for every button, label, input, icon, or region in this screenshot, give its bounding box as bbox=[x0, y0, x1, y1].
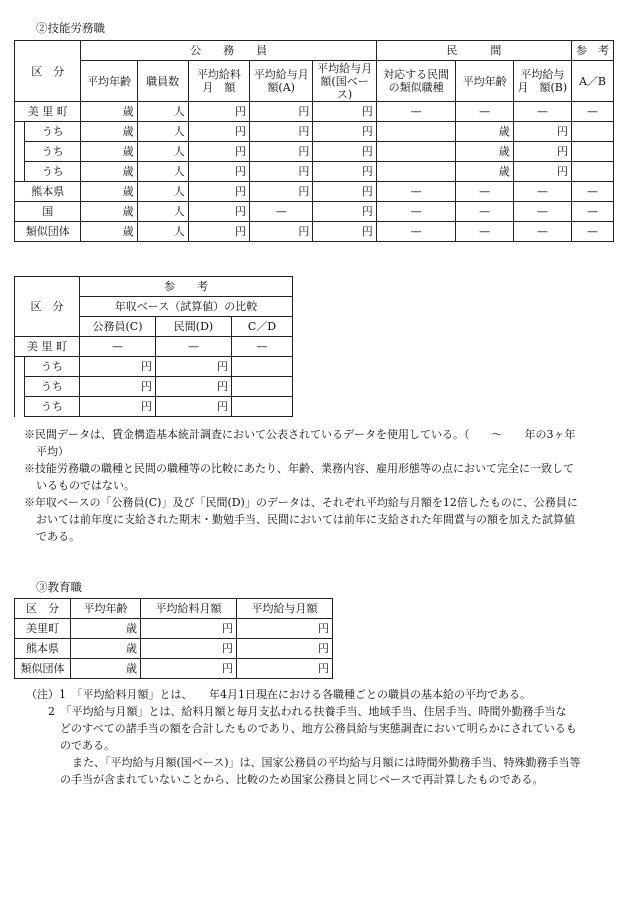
table-cell: 歳 bbox=[456, 122, 513, 142]
indent-cell bbox=[15, 122, 25, 142]
header-minkan: 民 間 bbox=[376, 41, 571, 61]
table-cell: 円 bbox=[250, 182, 313, 202]
row-label: うち bbox=[25, 122, 81, 142]
table-ginou-roumu bbox=[14, 40, 614, 242]
table-cell: 円 bbox=[313, 202, 376, 222]
header-kubun: 区 分 bbox=[15, 277, 80, 337]
table-cell bbox=[232, 397, 293, 417]
table-cell bbox=[572, 162, 614, 182]
table-cell bbox=[376, 162, 456, 182]
row-label: うち bbox=[25, 377, 80, 397]
table-cell: 円 bbox=[80, 377, 156, 397]
row-label: うち bbox=[25, 142, 81, 162]
table-cell bbox=[572, 142, 614, 162]
table-cell bbox=[232, 357, 293, 377]
table-row bbox=[15, 337, 293, 357]
col-header: 平均年齢 bbox=[456, 61, 513, 102]
table-cell: 円 bbox=[313, 162, 376, 182]
col-header: 民間(D) bbox=[156, 317, 232, 337]
col-header: A／B bbox=[572, 61, 614, 102]
table-cell: — bbox=[456, 182, 513, 202]
table-row bbox=[15, 397, 293, 417]
col-header: C／D bbox=[232, 317, 293, 337]
indent-cell bbox=[15, 357, 25, 377]
table-cell: 歳 bbox=[71, 619, 141, 639]
row-label: 美 里 町 bbox=[15, 337, 80, 357]
col-header: 平均給与月額 bbox=[237, 599, 333, 619]
table-cell: 円 bbox=[188, 102, 249, 122]
table-cell: 円 bbox=[513, 122, 571, 142]
table-cell bbox=[376, 142, 456, 162]
table-cell: — bbox=[376, 202, 456, 222]
col-header: 平均年齢 bbox=[81, 61, 137, 102]
table-cell: — bbox=[513, 102, 571, 122]
table-row bbox=[15, 202, 614, 222]
col-header: 平均給料月 額 bbox=[188, 61, 249, 102]
indent-cell bbox=[15, 142, 25, 162]
table-cell: — bbox=[572, 222, 614, 242]
footnotes-block bbox=[26, 686, 620, 788]
footnote-line: どのすべての諸手当の額を合計したものであり、地方公務員給与実態調査において明らかにされているも bbox=[60, 722, 577, 735]
table-nenshu-hikaku bbox=[14, 276, 293, 417]
table-cell: 円 bbox=[250, 142, 313, 162]
table-cell: — bbox=[376, 222, 456, 242]
table-row bbox=[15, 122, 614, 142]
note-line: ※技能労務職の職種と民間の職種等の比較にあたり、年齢、業務内容、雇用形態等の点において完全に一致して bbox=[24, 462, 574, 475]
table-cell: 円 bbox=[250, 102, 313, 122]
footnote-line: 2 「平均給与月額」とは、給料月額と毎月支払われる扶養手当、地域手当、住居手当、時間外勤務手当な bbox=[48, 705, 567, 718]
table-cell: 歳 bbox=[81, 142, 137, 162]
table-cell bbox=[376, 122, 456, 142]
col-header: 平均給料月額 bbox=[141, 599, 237, 619]
table-cell: 円 bbox=[80, 357, 156, 377]
note-line: ※民間データは、賃金構造基本統計調査において公表されているデータを使用している。（ 〜 年の3ヶ年 bbox=[24, 428, 576, 441]
table-row bbox=[15, 222, 614, 242]
table-cell: 円 bbox=[156, 377, 232, 397]
row-label: 類似団体 bbox=[15, 222, 81, 242]
table-row bbox=[15, 162, 614, 182]
header-sankou: 参 考 bbox=[572, 41, 614, 61]
table-cell: 円 bbox=[80, 397, 156, 417]
row-label: 熊本県 bbox=[15, 182, 81, 202]
table-cell: 円 bbox=[188, 162, 249, 182]
header-sankou: 参 考 bbox=[80, 277, 293, 297]
table-cell: 人 bbox=[137, 162, 188, 182]
col-header: 平均給与月 額(B) bbox=[513, 61, 571, 102]
table-row bbox=[15, 639, 333, 659]
col-header: 平均給与月 額(A) bbox=[250, 61, 313, 102]
table-cell: 円 bbox=[313, 182, 376, 202]
table-cell: 円 bbox=[188, 122, 249, 142]
note-line: おいては前年度に支給された期末・勤勉手当、民間においては前年に支給された年間賞与の額を加えた試算値 bbox=[36, 513, 575, 526]
indent-cell bbox=[15, 377, 25, 397]
table-cell: 円 bbox=[141, 659, 237, 679]
table-cell: — bbox=[376, 102, 456, 122]
table-cell: 円 bbox=[513, 142, 571, 162]
table-cell: 歳 bbox=[81, 222, 137, 242]
table-cell: 円 bbox=[313, 122, 376, 142]
section-title-kyouiku: ③教育職 bbox=[36, 580, 82, 594]
table-cell: 歳 bbox=[456, 162, 513, 182]
table-cell: 人 bbox=[137, 182, 188, 202]
table-row bbox=[15, 619, 333, 639]
col-header: 公務員(C) bbox=[80, 317, 156, 337]
table-cell: 円 bbox=[188, 202, 249, 222]
table-cell: 円 bbox=[513, 162, 571, 182]
footnote-line: また、「平均給与月額(国ベース)」は、国家公務員の平均給与月額には時間外勤務手当、特殊勤務手当等 bbox=[72, 756, 581, 769]
table-cell: — bbox=[376, 182, 456, 202]
row-label: うち bbox=[25, 162, 81, 182]
table-cell bbox=[572, 122, 614, 142]
table-cell: 円 bbox=[237, 619, 333, 639]
table-cell: 歳 bbox=[81, 162, 137, 182]
table-cell: — bbox=[513, 222, 571, 242]
table-row bbox=[15, 182, 614, 202]
indent-cell bbox=[15, 397, 25, 417]
table-cell: 円 bbox=[313, 142, 376, 162]
table-cell: 歳 bbox=[71, 639, 141, 659]
col-header: 対応する民間の類似職種 bbox=[376, 61, 456, 102]
table-cell: 円 bbox=[188, 222, 249, 242]
table-cell: — bbox=[513, 202, 571, 222]
table-cell: 円 bbox=[141, 619, 237, 639]
table-cell: 歳 bbox=[81, 122, 137, 142]
col-header: 職員数 bbox=[137, 61, 188, 102]
table-row bbox=[15, 377, 293, 397]
header-hikaku: 年収ベース（試算値）の比較 bbox=[80, 297, 293, 317]
table-cell: 歳 bbox=[81, 182, 137, 202]
table-cell: — bbox=[80, 337, 156, 357]
indent-cell bbox=[15, 162, 25, 182]
footnote-line: の手当が含まれていないことから、比較のため国家公務員と同じベースで再計算したものである。 bbox=[60, 773, 544, 786]
table-cell: 歳 bbox=[456, 142, 513, 162]
table-cell: 円 bbox=[188, 182, 249, 202]
table-cell: 円 bbox=[250, 162, 313, 182]
table-cell: — bbox=[572, 202, 614, 222]
table-cell bbox=[232, 377, 293, 397]
table-cell: 円 bbox=[313, 222, 376, 242]
table-cell: 歳 bbox=[81, 102, 137, 122]
table-cell: — bbox=[156, 337, 232, 357]
note-line: 平均） bbox=[36, 445, 69, 458]
table-cell: 人 bbox=[137, 222, 188, 242]
notes-block bbox=[24, 426, 620, 545]
table-row bbox=[15, 357, 293, 377]
note-line: いるものではない。 bbox=[36, 479, 135, 492]
section-title-ginou: ②技能労務職 bbox=[36, 21, 105, 35]
table-cell: 円 bbox=[313, 102, 376, 122]
table-cell: — bbox=[250, 202, 313, 222]
row-label: うち bbox=[25, 357, 80, 377]
table-cell: 歳 bbox=[71, 659, 141, 679]
note-line: である。 bbox=[36, 530, 80, 543]
table-cell: 円 bbox=[156, 357, 232, 377]
table-cell: 人 bbox=[137, 202, 188, 222]
table-cell: — bbox=[572, 102, 614, 122]
table-cell: 人 bbox=[137, 102, 188, 122]
table-cell: — bbox=[456, 222, 513, 242]
row-label: 類似団体 bbox=[15, 659, 71, 679]
table-cell: 円 bbox=[188, 142, 249, 162]
footnote-line: のである。 bbox=[60, 739, 115, 752]
table-cell: 人 bbox=[137, 122, 188, 142]
table-cell: 円 bbox=[141, 639, 237, 659]
table-cell: — bbox=[572, 182, 614, 202]
table-kyouiku bbox=[14, 598, 333, 679]
table-row bbox=[15, 142, 614, 162]
row-label: 美 里 町 bbox=[15, 102, 81, 122]
table-cell: 歳 bbox=[81, 202, 137, 222]
col-header: 平均給与月 額(国ベース) bbox=[313, 61, 376, 102]
table-cell: — bbox=[456, 102, 513, 122]
header-kubun: 区 分 bbox=[15, 41, 81, 102]
table-cell: 円 bbox=[237, 659, 333, 679]
table-cell: — bbox=[232, 337, 293, 357]
row-label: うち bbox=[25, 397, 80, 417]
table-cell: 人 bbox=[137, 142, 188, 162]
row-label: 国 bbox=[15, 202, 81, 222]
note-line: ※年収ベースの「公務員(C)」及び「民間(D)」のデータは、それぞれ平均給与月額を12倍したものに、公務員に bbox=[24, 496, 578, 509]
table-cell: 円 bbox=[156, 397, 232, 417]
table-cell: 円 bbox=[250, 222, 313, 242]
row-label: 美里町 bbox=[15, 619, 71, 639]
col-header: 区 分 bbox=[15, 599, 71, 619]
table-cell: — bbox=[513, 182, 571, 202]
table-cell: 円 bbox=[250, 122, 313, 142]
row-label: 熊本県 bbox=[15, 639, 71, 659]
table-row bbox=[15, 659, 333, 679]
col-header: 平均年齢 bbox=[71, 599, 141, 619]
header-koumuin: 公 務 員 bbox=[81, 41, 376, 61]
table-row bbox=[15, 102, 614, 122]
table-cell: — bbox=[456, 202, 513, 222]
footnote-line: （注）1 「平均給料月額」とは、 年4月1日現在における各職種ごとの職員の基本給の平均である。 bbox=[26, 688, 531, 701]
table-cell: 円 bbox=[237, 639, 333, 659]
